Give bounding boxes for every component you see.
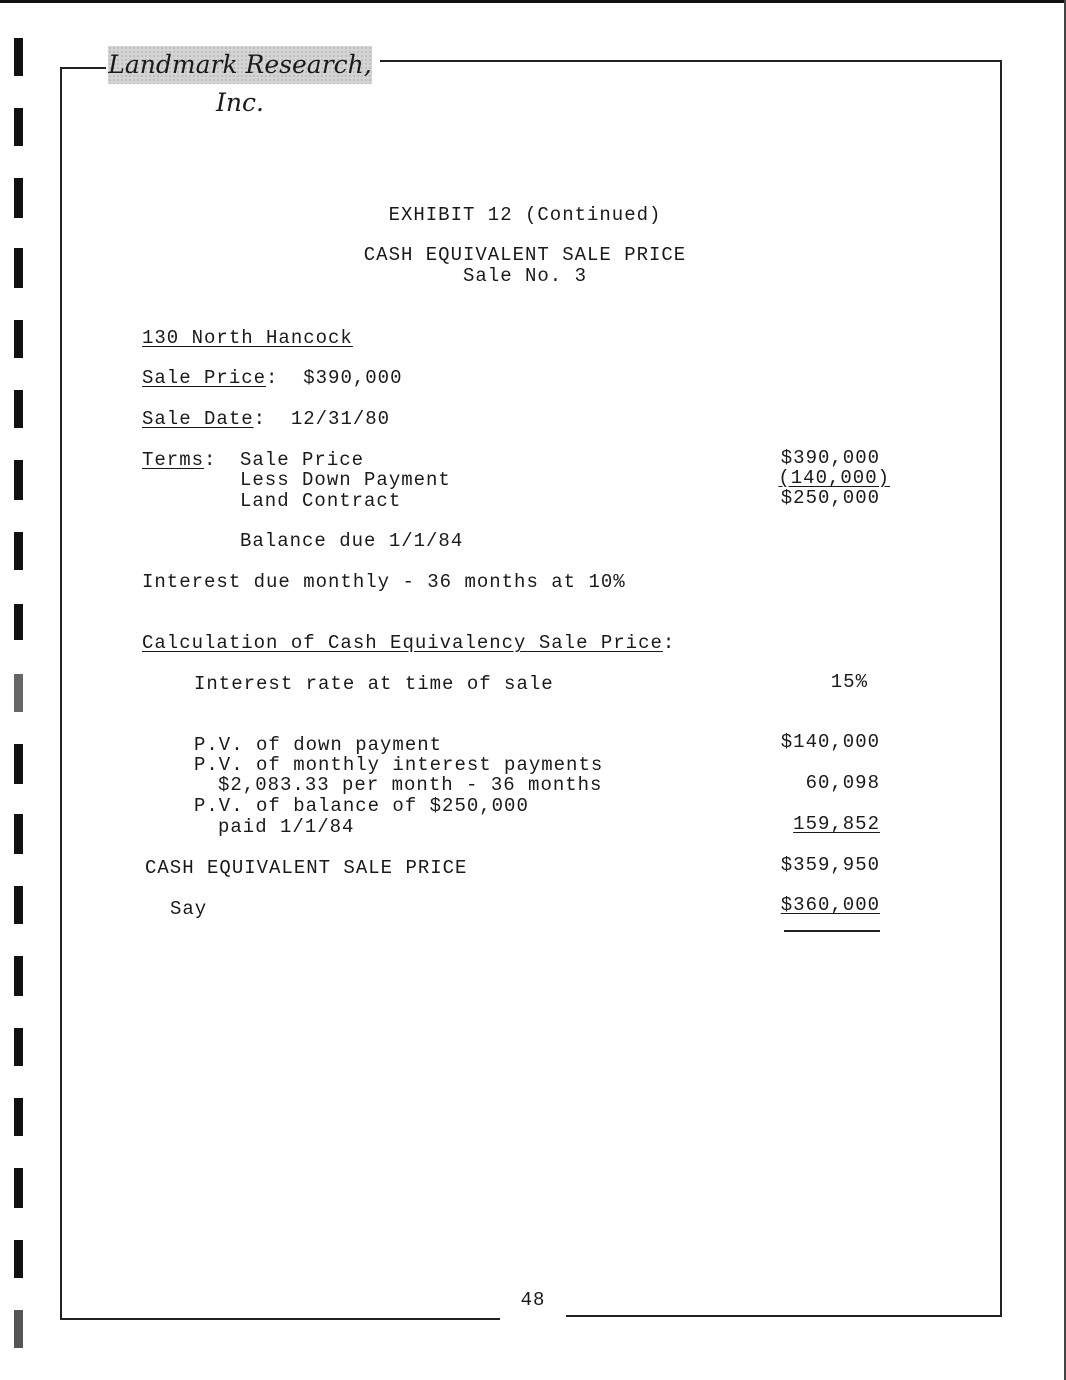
company-logo: Landmark Research, Inc. <box>108 46 372 84</box>
sale-price-label: Sale Price <box>142 367 267 389</box>
terms-down-payment-value: (140,000) <box>778 467 890 489</box>
terms-land-contract-value: $250,000 <box>780 487 880 509</box>
terms-sale-price-value: $390,000 <box>780 447 880 469</box>
terms-land-contract-label: Land Contract <box>240 490 402 512</box>
pv-monthly-value: 60,098 <box>805 772 880 794</box>
page-heading: CASH EQUIVALENT SALE PRICE <box>363 244 687 266</box>
interest-rate-value: 15% <box>830 671 868 693</box>
say-label: Say <box>170 898 208 920</box>
sale-date-row: Sale Date: 12/31/80 <box>142 408 391 430</box>
sale-price-row: Sale Price: $390,000 <box>142 367 403 389</box>
terms-label: Terms <box>142 449 205 471</box>
sale-date-value: 12/31/80 <box>290 408 391 430</box>
page-top-edge <box>0 0 1066 3</box>
total-label: CASH EQUIVALENT SALE PRICE <box>145 857 468 879</box>
sale-date-label: Sale Date <box>142 408 254 430</box>
pv-monthly-label: P.V. of monthly interest payments <box>194 754 604 776</box>
double-underline <box>784 930 880 932</box>
page-subheading: Sale No. 3 <box>462 265 588 287</box>
calculation-heading-row: Calculation of Cash Equivalency Sale Price: <box>142 632 676 654</box>
terms-down-payment-label: Less Down Payment <box>240 469 451 491</box>
property-address: 130 North Hancock <box>142 327 353 349</box>
calculation-heading: Calculation of Cash Equivalency Sale Price <box>142 632 663 654</box>
sale-price-value: $390,000 <box>303 367 403 389</box>
balance-due: Balance due 1/1/84 <box>240 530 464 552</box>
pv-down-value: $140,000 <box>780 731 880 753</box>
terms-sale-price-label: Sale Price <box>240 449 365 471</box>
exhibit-title: EXHIBIT 12 (Continued) <box>388 204 662 226</box>
pv-balance-label: P.V. of balance of $250,000 <box>194 795 529 817</box>
say-value: $360,000 <box>780 894 880 916</box>
pv-balance-value: 159,852 <box>793 813 880 835</box>
terms-label-row: Terms: <box>142 449 217 471</box>
page-number: 48 <box>520 1289 546 1311</box>
interest-note: Interest due monthly - 36 months at 10% <box>142 571 626 593</box>
total-value: $359,950 <box>780 854 880 876</box>
pv-down-label: P.V. of down payment <box>194 734 443 756</box>
pv-balance-sub: paid 1/1/84 <box>218 816 355 838</box>
pv-monthly-sub: $2,083.33 per month - 36 months <box>218 774 603 796</box>
interest-rate-label: Interest rate at time of sale <box>194 673 554 695</box>
